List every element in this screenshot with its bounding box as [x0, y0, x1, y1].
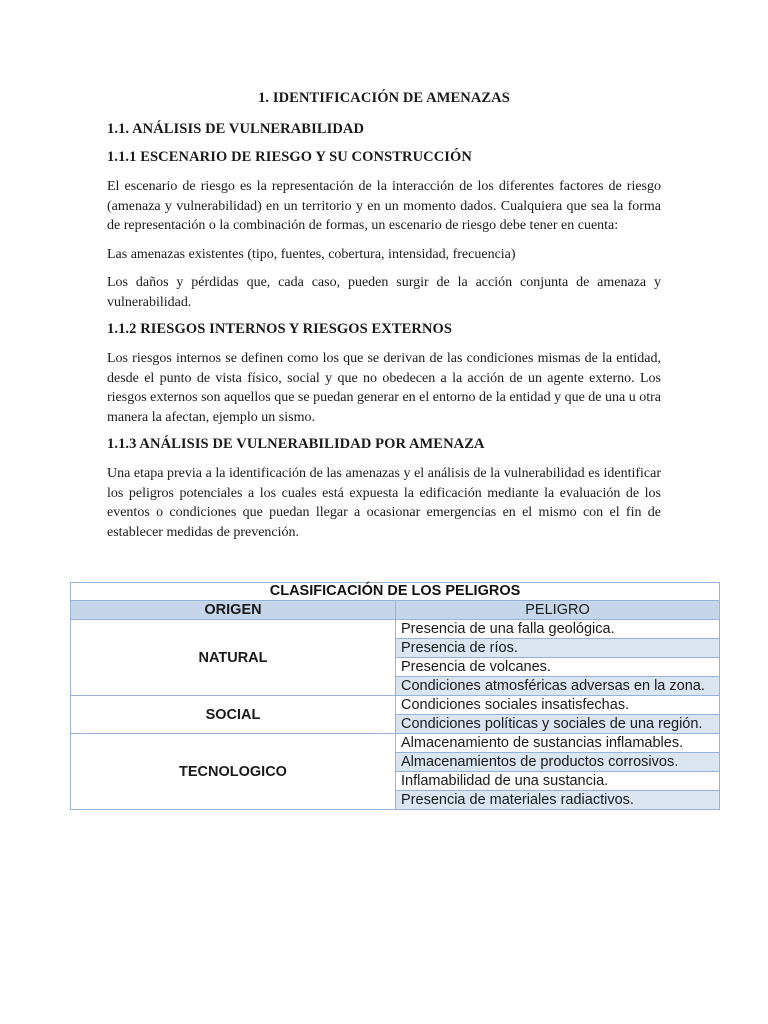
document-body: [107, 90, 661, 551]
paragraph-danos: Los daños y pérdidas que, cada caso, pueden surgir de la acción conjunta de amenaza y vulnerabilidad.: [107, 275, 661, 310]
table-title-row: [71, 583, 720, 601]
origin-natural: NATURAL: [71, 620, 396, 696]
origin-tecnologico: TECNOLOGICO: [71, 734, 396, 810]
hazard-cell: Almacenamientos de productos corrosivos.: [396, 753, 720, 772]
hazard-cell: Condiciones atmosféricas adversas en la zona.: [396, 677, 720, 696]
hazard-cell: Presencia de ríos.: [396, 639, 720, 658]
hazard-classification-table-wrap: [70, 582, 719, 810]
origin-social: SOCIAL: [71, 696, 396, 734]
column-header-peligro: PELIGRO: [396, 601, 720, 620]
hazard-cell: Condiciones políticas y sociales de una región.: [396, 715, 720, 734]
section-heading-1-1: 1.1. ANÁLISIS DE VULNERABILIDAD: [107, 121, 365, 137]
table-row: [71, 696, 720, 715]
section-heading-1-1-3: 1.1.3 ANÁLISIS DE VULNERABILIDAD POR AMENAZA: [107, 436, 485, 452]
hazard-cell: Presencia de materiales radiactivos.: [396, 791, 720, 810]
paragraph-escenario: El escenario de riesgo es la representación de la interacción de los diferentes factores de riesgo (amenaza y vulnerabilidad) en un territorio y en un momento dados. Cualquiera que sea la forma de representación o la combinación de formas, un escenario de riesgo debe tener en cuenta:: [107, 179, 661, 233]
hazard-cell: Almacenamiento de sustancias inflamables.: [396, 734, 720, 753]
section-heading-1-1-1: 1.1.1 ESCENARIO DE RIESGO Y SU CONSTRUCCIÓN: [107, 149, 472, 165]
table-row: [71, 620, 720, 639]
section-heading-1-1-2: 1.1.2 RIESGOS INTERNOS Y RIESGOS EXTERNOS: [107, 321, 453, 337]
hazard-cell: Presencia de una falla geológica.: [396, 620, 720, 639]
hazard-cell: Condiciones sociales insatisfechas.: [396, 696, 720, 715]
hazard-cell: Inflamabilidad de una sustancia.: [396, 772, 720, 791]
paragraph-riesgos: Los riesgos internos se definen como los que se derivan de las condiciones mismas de la entidad, desde el punto de vista físico, social y que no obedecen a la acción de un agente externo. Los riesgos externos son aquellos que se puedan generar en el entorno de la entidad y que de una u otra manera la afectan, ejemplo un sismo.: [107, 351, 661, 425]
table-row: [71, 734, 720, 753]
main-heading: 1. IDENTIFICACIÓN DE AMENAZAS: [258, 90, 510, 106]
table-title: CLASIFICACIÓN DE LOS PELIGROS: [71, 583, 720, 601]
hazard-cell: Presencia de volcanes.: [396, 658, 720, 677]
table-header-row: [71, 601, 720, 620]
paragraph-etapa-previa: Una etapa previa a la identificación de las amenazas y el análisis de la vulnerabilidad es identificar los peligros potenciales a los cuales está expuesta la edificación mediante la evaluación de los eventos o condiciones que puedan llegar a ocasionar emergencias en el mismo con el fin de establecer medidas de prevención.: [107, 466, 661, 540]
hazard-classification-table: [70, 582, 720, 810]
paragraph-amenazas: Las amenazas existentes (tipo, fuentes, cobertura, intensidad, frecuencia): [107, 246, 516, 262]
column-header-origen: ORIGEN: [71, 601, 396, 620]
